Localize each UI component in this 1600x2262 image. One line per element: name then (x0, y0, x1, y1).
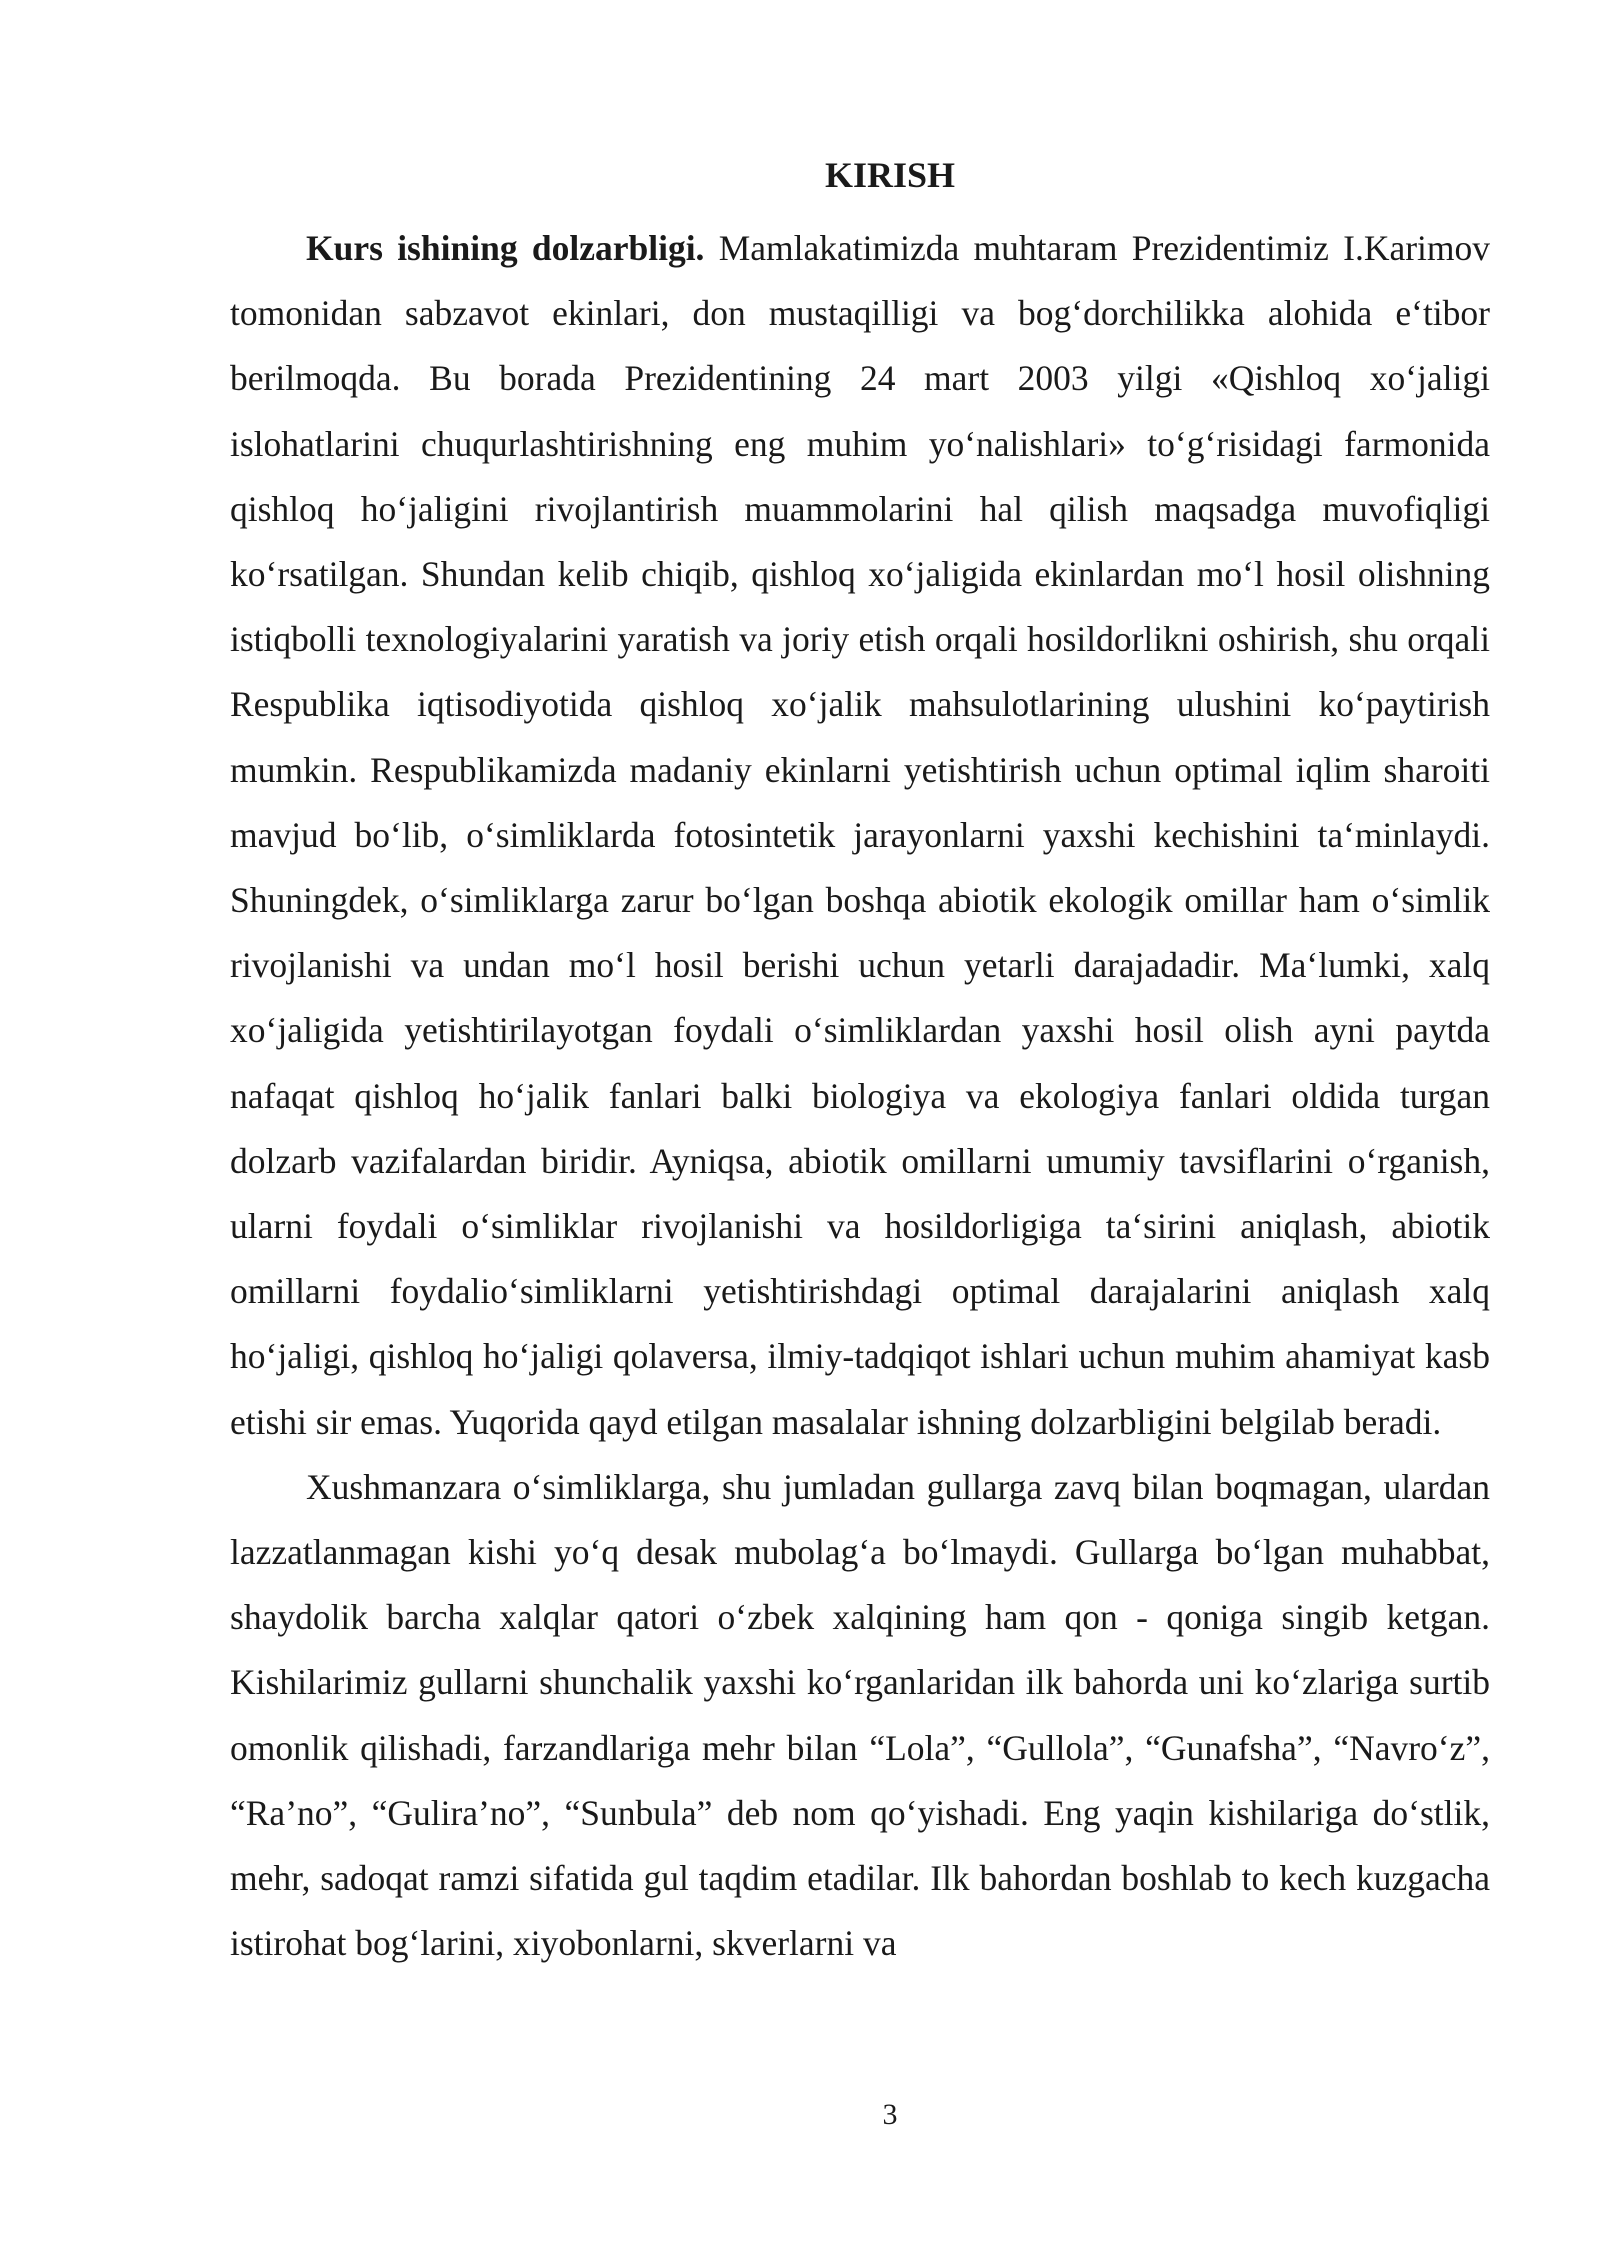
paragraph-text: Mamlakatimizda muhtaram Prezidentimiz I.Karimov tomonidan sabzavot ekinlari, don mustaqilligi va bog‘dorchilikka alohida e‘tibor berilmoqda. Bu borada Prezidentining 24 mart 2003 yilgi «Qishloq xo‘jaligi islohatlarini chuqurlashtirishning eng muhim yo‘nalishlari» to‘g‘risidagi farmonida qishloq ho‘jaligini rivojlantirish muammolarini hal qilish maqsadga muvofiqligi ko‘rsatilgan. Shundan kelib chiqib, qishloq xo‘jaligida ekinlardan mo‘l hosil olishning istiqbolli texnologiyalarini yaratish va joriy etish orqali hosildorlikni oshirish, shu orqali Respublika iqtisodiyotida qishloq xo‘jalik mahsulotlarining ulushini ko‘paytirish mumkin. Respublikamizda madaniy ekinlarni yetishtirish uchun optimal iqlim sharoiti mavjud bo‘lib, o‘simliklarda fotosintetik jarayonlarni yaxshi kechishini ta‘minlaydi. Shuningdek, o‘simliklarga zarur bo‘lgan boshqa abiotik ekologik omillar ham o‘simlik rivojlanishi va undan mo‘l hosil berishi uchun yetarli darajadadir. Ma‘lumki, xalq xo‘jaligida yetishtirilayotgan foydali o‘simliklardan yaxshi hosil olish ayni paytda nafaqat qishloq ho‘jalik fanlari balki biologiya va ekologiya fanlari oldida turgan dolzarb vazifalardan biridir. Ayniqsa, abiotik omillarni umumiy tavsiflarini o‘rganish, ularni foydali o‘simliklar rivojlanishi va hosildorligiga ta‘sirini aniqlash, abiotik omillarni foydalio‘simliklarni yetishtirishdagi optimal darajalarini aniqlash xalq ho‘jaligi, qishloq ho‘jaligi qolaversa, ilmiy-tadqiqot ishlari uchun muhim ahamiyat kasb etishi sir emas. Yuqorida qayd etilgan masalalar ishning dolzarbligini belgilab beradi. (230, 228, 1491, 1442)
section-heading: KIRISH (824, 155, 956, 195)
paragraph-relevance (230, 216, 1490, 1455)
body-text (230, 216, 1490, 1976)
page-number: 3 (882, 2098, 898, 2131)
paragraph-flowers (230, 1455, 1490, 1977)
paragraph-text: Xushmanzara o‘simliklarga, shu jumladan gullarga zavq bilan boqmagan, ulardan lazzatlanmagan kishi yo‘q desak mubolag‘a bo‘lmaydi. Gullarga bo‘lgan muhabbat, shaydolik barcha xalqlar qatori o‘zbek xalqining ham qon - qoniga singib ketgan. Kishilarimiz gullarni shunchalik yaxshi ko‘rganlaridan ilk bahorda uni ko‘zlariga surtib omonlik qilishadi, farzandlariga mehr bilan “Lola”, “Gullola”, “Gunafsha”, “Navro‘z”, “Ra’no”, “Gulira’no”, “Sunbula” deb nom qo‘yishadi. Eng yaqin kishilariga do‘stlik, mehr, sadoqat ramzi sifatida gul taqdim etadilar. Ilk bahordan boshlab to kech kuzgacha istirohat bog‘larini, xiyobonlarni, skverlarni va (230, 1466, 1490, 1964)
paragraph-lead: Kurs ishining dolzarbligi. (306, 228, 705, 268)
